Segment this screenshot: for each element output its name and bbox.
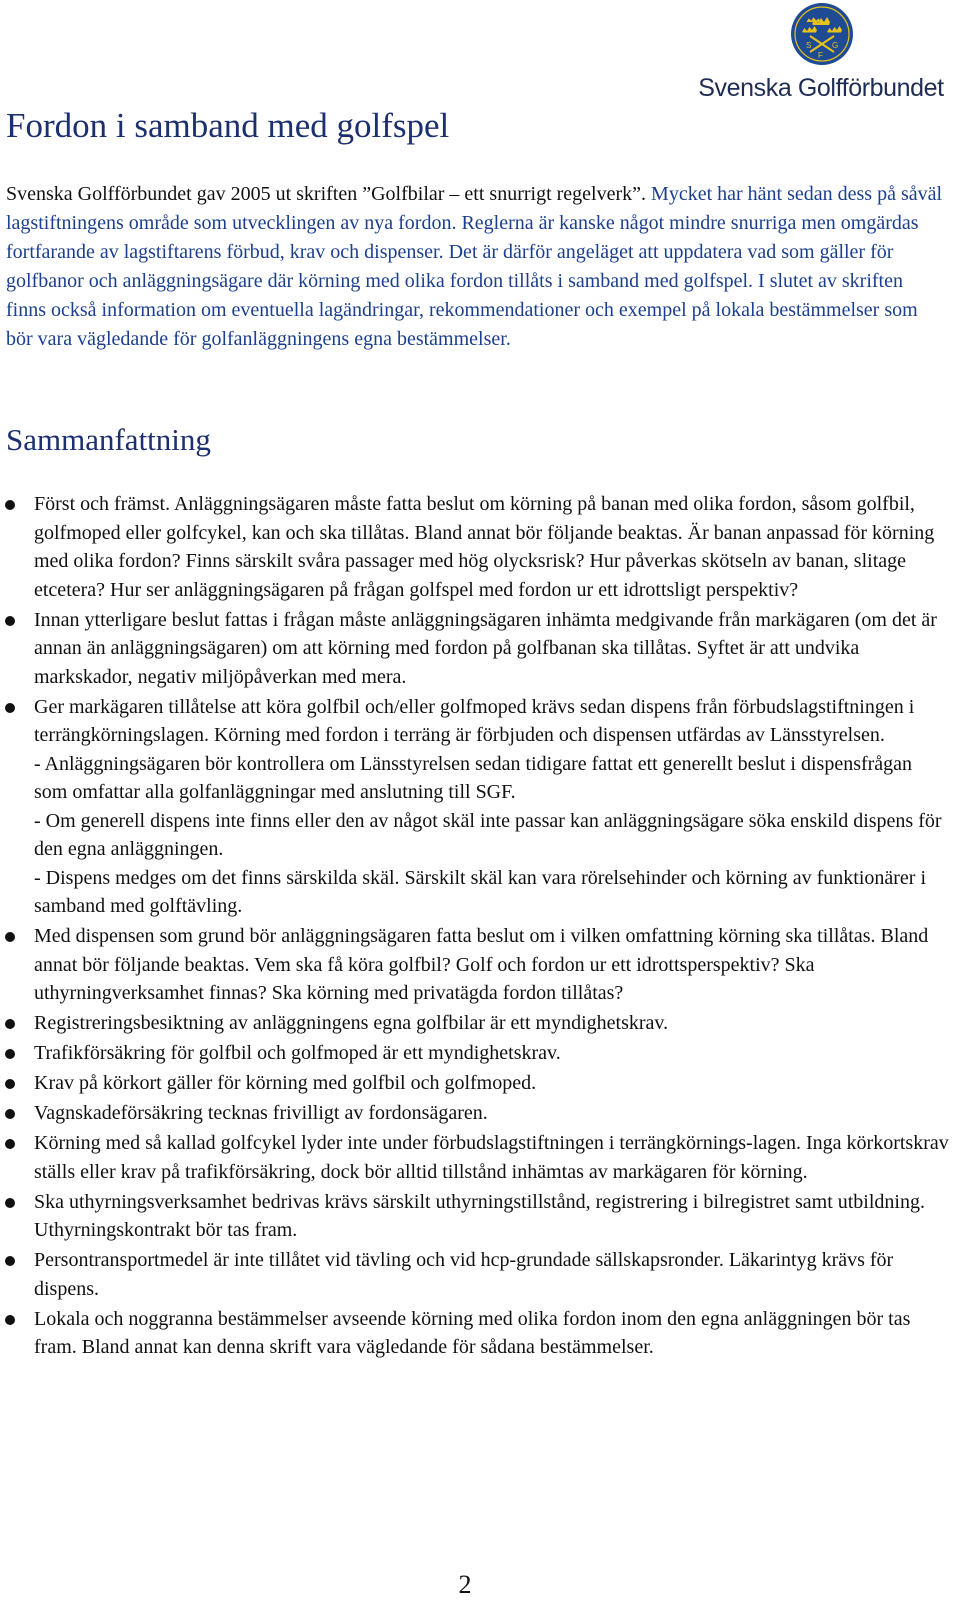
svg-text:G: G: [832, 41, 839, 50]
list-item-text: Trafikförsäkring för golfbil och golfmoped är ett myndighetskrav.: [34, 1042, 561, 1064]
list-item-text: Med dispensen som grund bör anläggningsägaren fatta beslut om i vilken omfattning körning ska tillåtas. Bland annat bör följande beaktas. Vem ska få köra golfbil? Golf och fordon ur ett idrottsperspektiv? Ska uthyrningverksamhet finnas? Ska körning med privatägda fordon tillåtas?: [34, 925, 929, 1004]
list-item-text: Registreringsbesiktning av anläggningens egna golfbilar är ett myndighetskrav.: [34, 1012, 669, 1034]
list-item: [0, 490, 950, 604]
list-item-text: Först och främst. Anläggningsägaren måste fatta beslut om körning på banan med olika fordon, såsom golfbil, golfmoped eller golfcykel, kan och ska tillåtas. Bland annat bör följande beaktas. Är banan anpassad för körning med olika fordon? Finns särskilt svåra passager med hög olycksrisk? Hur påverkas skötseln av banan, slitage etcetera? Hur ser anläggningsägaren på frågan golfspel med fordon ur ett idrottsligt perspektiv?: [34, 493, 935, 601]
bullet-icon: [5, 1139, 15, 1149]
list-item-text: Krav på körkort gäller för körning med golfbil och golfmoped.: [34, 1072, 537, 1094]
list-item-text: Ska uthyrningsverksamhet bedrivas krävs särskilt uthyrningstillstånd, registrering i bilregistret samt utbildning. Uthyrningskontrakt bör tas fram.: [34, 1190, 925, 1241]
list-item: [0, 606, 950, 692]
intro-paragraph: [6, 180, 946, 353]
bullet-icon: [5, 703, 15, 713]
bullet-icon: [5, 1049, 15, 1059]
intro-part-1: Svenska Golfförbundet gav 2005 ut skriften ”Golfbilar – ett snurrigt regelverk”.: [6, 183, 652, 205]
svenska-golfforbundet-logo: [690, 2, 952, 102]
bullet-icon: [5, 616, 15, 626]
list-item-text: Vagnskadeförsäkring tecknas frivilligt av fordonsägaren.: [34, 1102, 488, 1124]
list-item: [0, 922, 950, 1008]
bullet-icon: [5, 1315, 15, 1325]
list-item-text: Lokala och noggranna bestämmelser avseende körning med olika fordon inom den egna anläggningen bör tas fram. Bland annat kan denna skrift vara vägledande för sådana bestämmelser.: [34, 1307, 911, 1358]
list-item: [0, 1009, 950, 1038]
list-item: [0, 693, 950, 921]
bullet-icon: [5, 500, 15, 510]
list-item: [0, 1129, 950, 1186]
list-item: [0, 1099, 950, 1128]
svg-text:S: S: [806, 41, 812, 50]
bullet-icon: [5, 1019, 15, 1029]
section-title: Sammanfattning: [6, 422, 211, 457]
bullet-icon: [5, 932, 15, 942]
svg-text:F: F: [818, 51, 823, 60]
summary-list: [0, 490, 950, 1363]
list-item-text: Persontransportmedel är inte tillåtet vid tävling och vid hcp-grundade sällskapsronder. Läkarintyg krävs för dispens.: [34, 1249, 894, 1300]
bullet-icon: [5, 1256, 15, 1266]
list-item-text: Ger markägaren tillåtelse att köra golfbil och/eller golfmoped krävs sedan dispens från förbudslagstiftningen i terrängkörningslagen. Körning med fordon i terräng är förbjuden och dispensen utfärdas av Länsstyrelsen. - Anläggningsägaren bör kontrollera om Länsstyrelsen sedan tidigare fattat ett generellt beslut i dispensfrågan som omfattar alla golfanläggningar med anslutning till SGF. - Om generell dispens inte finns eller den av något skäl inte passar kan anläggningsägare söka enskild dispens för den egna anläggningen. - Dispens medges om det finns särskilda skäl. Särskilt skäl kan vara rörelsehinder och körning av funktionärer i samband med golftävling.: [34, 695, 942, 917]
list-item: [0, 1305, 950, 1362]
bullet-icon: [5, 1109, 15, 1119]
logo-text: Svenska Golfförbundet: [698, 74, 944, 102]
list-item: [0, 1188, 950, 1245]
page-title: Fordon i samband med golfspel: [6, 106, 450, 145]
list-item: [0, 1069, 950, 1098]
sgf-emblem-icon: [790, 2, 854, 66]
list-item: [0, 1039, 950, 1068]
intro-part-2: Mycket har hänt sedan dess på såväl lagstiftningens område som utvecklingen av nya fordon. Reglerna är kanske något mindre snurriga men omgärdas fortfarande av lagstiftarens förbud, krav och dispenser. Det är därför angeläget att uppdatera vad som gäller för golfbanor och anläggningsägare där körning med olika fordon tillåts i samband med golfspel. I slutet av skriften finns också information om eventuella lagändringar, rekommendationer och exempel på lokala bestämmelser som bör vara vägledande för golfanläggningens egna bestämmelser.: [6, 183, 943, 350]
bullet-icon: [5, 1198, 15, 1208]
bullet-icon: [5, 1079, 15, 1089]
list-item-text: Innan ytterligare beslut fattas i frågan måste anläggningsägaren inhämta medgivande från markägaren (om det är annan än anläggningsägaren) om att körning med fordon på golfbanan ska tillåtas. Syftet är att undvika markskador, negativ miljöpåverkan med mera.: [34, 608, 937, 688]
page-number: 2: [458, 1570, 472, 1599]
list-item-text: Körning med så kallad golfcykel lyder inte under förbudslagstiftningen i terrängkörnings-lagen. Inga körkortskrav ställs eller krav på trafikförsäkring, dock bör alltid tillstånd inhämtas av markägaren för körning.: [34, 1132, 949, 1183]
list-item: [0, 1246, 950, 1303]
